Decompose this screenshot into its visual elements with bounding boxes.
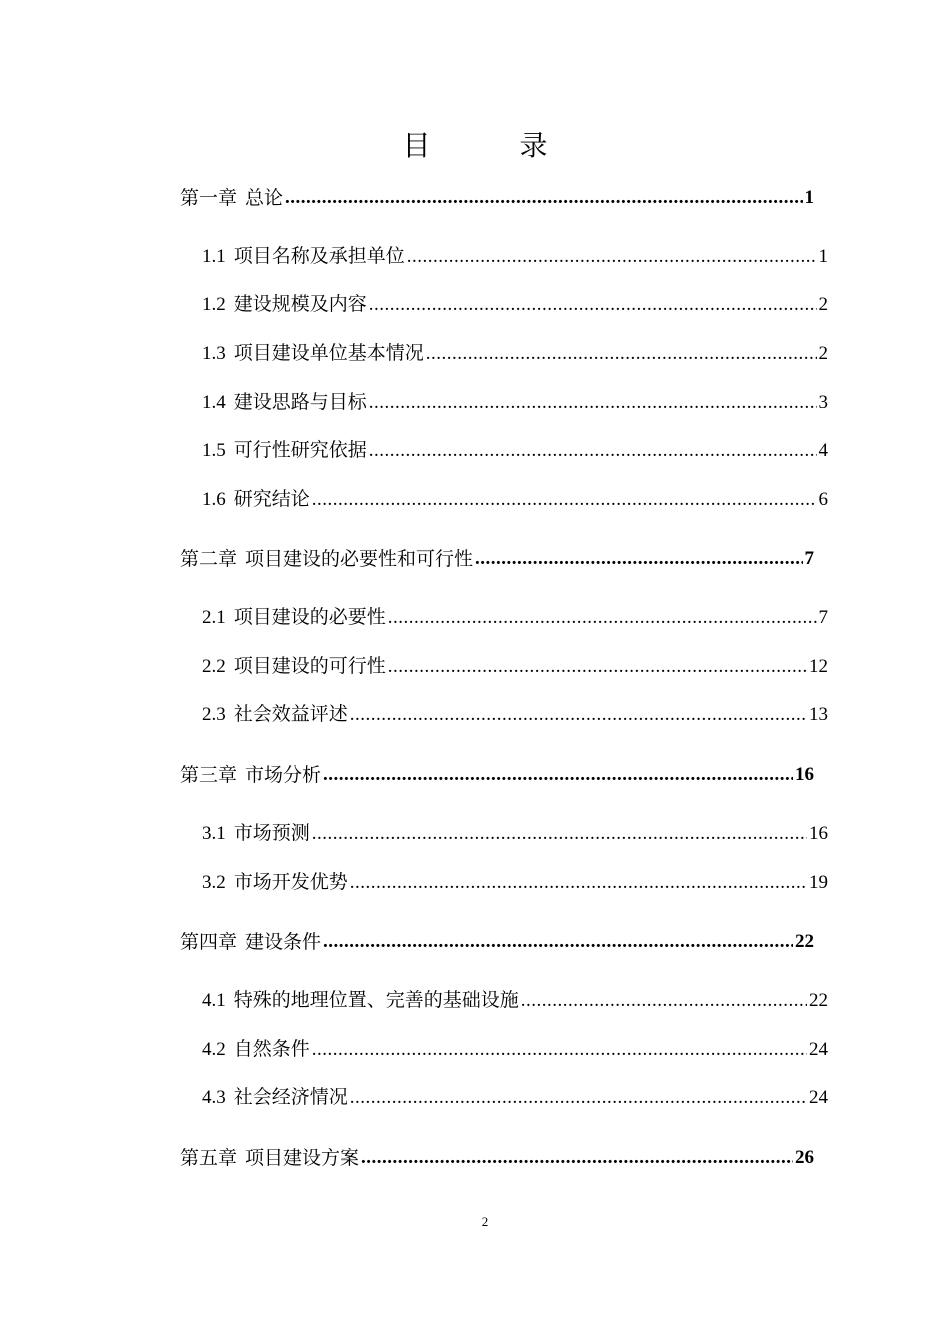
toc-entry-label	[202, 436, 367, 465]
toc-entry-section[interactable]	[202, 1036, 828, 1064]
toc-entry-number: 第五章	[180, 1147, 238, 1169]
toc-leader-dots	[350, 701, 807, 729]
toc-entry-number: 1.5	[202, 440, 226, 461]
toc-entry-chapter[interactable]	[180, 184, 814, 212]
toc-entry-section[interactable]	[202, 701, 828, 729]
toc-entry-label	[202, 652, 386, 681]
toc-entry-page: 24	[809, 1087, 828, 1108]
toc-leader-dots	[369, 437, 817, 465]
toc-entry-text: 项目名称及承担单位	[233, 245, 405, 267]
toc-entry-text: 项目建设单位基本情况	[233, 342, 424, 364]
toc-entry-chapter[interactable]	[180, 761, 814, 789]
toc-entry-label	[202, 986, 519, 1015]
toc-entry-page: 1	[804, 187, 814, 208]
toc-entry-label	[180, 761, 321, 789]
toc-leader-dots	[388, 653, 807, 681]
toc-leader-dots	[312, 820, 807, 848]
toc-leader-dots	[369, 291, 817, 319]
toc-entry-page: 19	[809, 872, 828, 893]
toc-leader-dots	[323, 761, 793, 789]
toc-entry-section[interactable]	[202, 869, 828, 897]
toc-entry-number: 1.3	[202, 343, 226, 364]
toc-entry-label	[202, 485, 310, 514]
toc-leader-dots	[312, 1036, 807, 1064]
toc-entry-section[interactable]	[202, 437, 828, 465]
toc-entry-text: 自然条件	[233, 1038, 310, 1060]
toc-entry-number: 第四章	[180, 931, 238, 953]
toc-entry-label	[202, 339, 424, 368]
toc-leader-dots	[361, 1144, 793, 1172]
toc-entry-number: 第二章	[180, 548, 238, 570]
toc-entry-text: 市场预测	[233, 822, 310, 844]
toc-entry-number: 2.1	[202, 607, 226, 628]
toc-entry-text: 社会经济情况	[233, 1086, 348, 1108]
toc-entry-text: 建设条件	[245, 931, 322, 953]
toc-entry-section[interactable]	[202, 820, 828, 848]
toc-entry-page: 13	[809, 704, 828, 725]
toc-entry-page: 4	[818, 440, 828, 461]
toc-entry-page: 26	[795, 1147, 814, 1168]
toc-entry-page: 12	[809, 656, 828, 677]
toc-leader-dots	[323, 928, 793, 956]
toc-entry-page: 7	[818, 607, 828, 628]
toc-title: 目 录	[402, 129, 588, 162]
toc-entry-section[interactable]	[202, 987, 828, 1015]
toc-entry-chapter[interactable]	[180, 928, 814, 956]
toc-entry-text: 特殊的地理位置、完善的基础设施	[233, 989, 519, 1011]
toc-entry-section[interactable]	[202, 389, 828, 417]
toc-entry-number: 1.4	[202, 392, 226, 413]
toc-entry-section[interactable]	[202, 653, 828, 681]
toc-entry-page: 7	[804, 548, 814, 569]
toc-entry-text: 项目建设方案	[245, 1147, 360, 1169]
page-number-footer: 2	[481, 1214, 489, 1229]
toc-entry-label	[202, 603, 386, 632]
toc-entry-page: 6	[818, 489, 828, 510]
toc-leader-dots	[350, 1084, 807, 1112]
toc-entry-number: 1.1	[202, 246, 226, 267]
toc-entry-label	[202, 290, 367, 319]
toc-entry-text: 市场分析	[245, 764, 322, 786]
toc-leader-dots	[426, 340, 817, 368]
toc-entry-number: 2.3	[202, 704, 226, 725]
toc-entry-section[interactable]	[202, 1084, 828, 1112]
toc-entry-page: 16	[809, 823, 828, 844]
toc-entry-text: 项目建设的必要性	[233, 606, 386, 628]
toc-entry-label	[202, 242, 405, 271]
toc-entry-section[interactable]	[202, 340, 828, 368]
toc-entry-label	[202, 700, 348, 729]
toc-entry-number: 3.2	[202, 872, 226, 893]
toc-entry-label	[202, 1083, 348, 1112]
toc-entry-text: 建设思路与目标	[233, 391, 367, 413]
toc-entry-number: 4.2	[202, 1039, 226, 1060]
toc-leader-dots	[388, 604, 817, 632]
toc-entry-label	[202, 868, 348, 897]
toc-entry-text: 项目建设的必要性和可行性	[245, 548, 474, 570]
toc-entry-page: 2	[818, 343, 828, 364]
toc-entry-label	[180, 545, 473, 573]
toc-entry-label	[180, 928, 321, 956]
toc-entry-text: 建设规模及内容	[233, 293, 367, 315]
toc-leader-dots	[312, 486, 817, 514]
toc-entry-page: 2	[818, 294, 828, 315]
toc-entry-label	[202, 388, 367, 417]
toc-entry-number: 4.3	[202, 1087, 226, 1108]
toc-entry-section[interactable]	[202, 604, 828, 632]
toc-entry-number: 2.2	[202, 656, 226, 677]
toc-entry-label	[180, 184, 283, 212]
toc-entry-chapter[interactable]	[180, 545, 814, 573]
toc-entry-number: 第三章	[180, 764, 238, 786]
toc-entry-text: 项目建设的可行性	[233, 655, 386, 677]
toc-leader-dots	[350, 869, 807, 897]
toc-entry-number: 1.6	[202, 489, 226, 510]
toc-leader-dots	[407, 243, 817, 271]
toc-entry-label	[202, 819, 310, 848]
toc-entry-section[interactable]	[202, 486, 828, 514]
toc-entry-page: 22	[809, 990, 828, 1011]
toc-entry-page: 22	[795, 931, 814, 952]
toc-entry-label	[202, 1035, 310, 1064]
toc-entry-text: 总论	[245, 187, 284, 209]
toc-entry-page: 16	[795, 764, 814, 785]
toc-entry-text: 市场开发优势	[233, 871, 348, 893]
toc-entry-text: 可行性研究依据	[233, 439, 367, 461]
toc-entry-number: 第一章	[180, 187, 238, 209]
toc-entry-number: 3.1	[202, 823, 226, 844]
toc-entry-text: 社会效益评述	[233, 703, 348, 725]
toc-entry-text: 研究结论	[233, 488, 310, 510]
toc-entry-number: 1.2	[202, 294, 226, 315]
toc-entry-chapter[interactable]	[180, 1144, 814, 1172]
toc-entry-page: 1	[818, 246, 828, 267]
toc-entry-section[interactable]	[202, 291, 828, 319]
toc-entry-page: 3	[818, 392, 828, 413]
toc-entry-section[interactable]	[202, 243, 828, 271]
toc-leader-dots	[475, 545, 802, 573]
toc-entry-number: 4.1	[202, 990, 226, 1011]
toc-leader-dots	[521, 987, 807, 1015]
toc-entry-label	[180, 1144, 359, 1172]
toc-leader-dots	[369, 389, 817, 417]
toc-leader-dots	[285, 184, 802, 212]
toc-entry-page: 24	[809, 1039, 828, 1060]
